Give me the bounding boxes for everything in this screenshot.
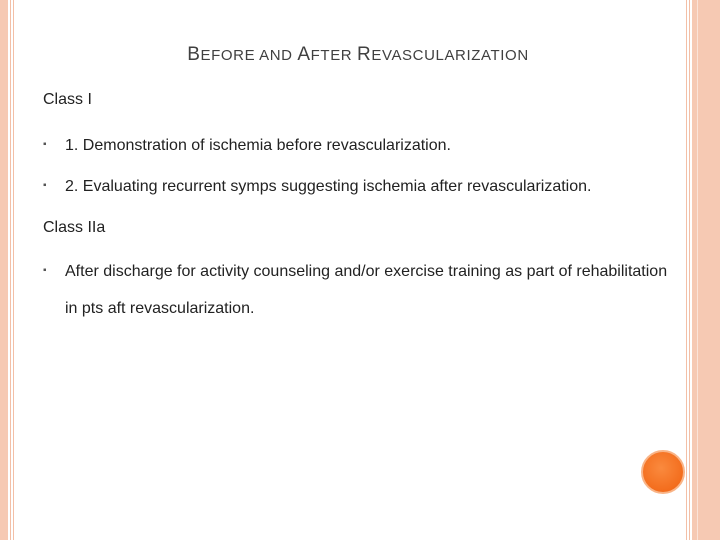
bullet-icon: ▪ — [43, 180, 47, 191]
section-heading: Class I — [43, 91, 92, 108]
bullet-icon: ▪ — [43, 139, 47, 150]
bullet-text: 2. Evaluating recurrent symps suggesting ischemia after revascularization. — [65, 178, 592, 195]
slide-border-right-line — [686, 0, 687, 540]
title-initial: B — [187, 44, 201, 65]
section-heading: Class IIa — [43, 219, 106, 236]
slide-title — [0, 44, 716, 66]
decorative-orange-circle — [641, 450, 685, 494]
title-word: EVASCULARIZATION — [371, 47, 529, 64]
slide-border-right-inner — [697, 0, 698, 540]
bullet-icon: ▪ — [43, 265, 47, 276]
slide-border-left-line — [10, 0, 11, 540]
title-word: EFORE AND — [200, 47, 298, 64]
title-initial: R — [357, 44, 372, 65]
title-word: FTER — [310, 47, 358, 64]
bullet-text: 1. Demonstration of ischemia before revascularization. — [65, 137, 451, 154]
slide-border-right-line — [689, 0, 690, 540]
slide-border-left-line — [13, 0, 14, 540]
slide-border-left-outer — [0, 0, 8, 540]
title-initial: A — [297, 44, 311, 65]
bullet-text: After discharge for activity counseling and/or exercise training as part of rehabilitation in pts aft revascularization. — [65, 263, 668, 317]
